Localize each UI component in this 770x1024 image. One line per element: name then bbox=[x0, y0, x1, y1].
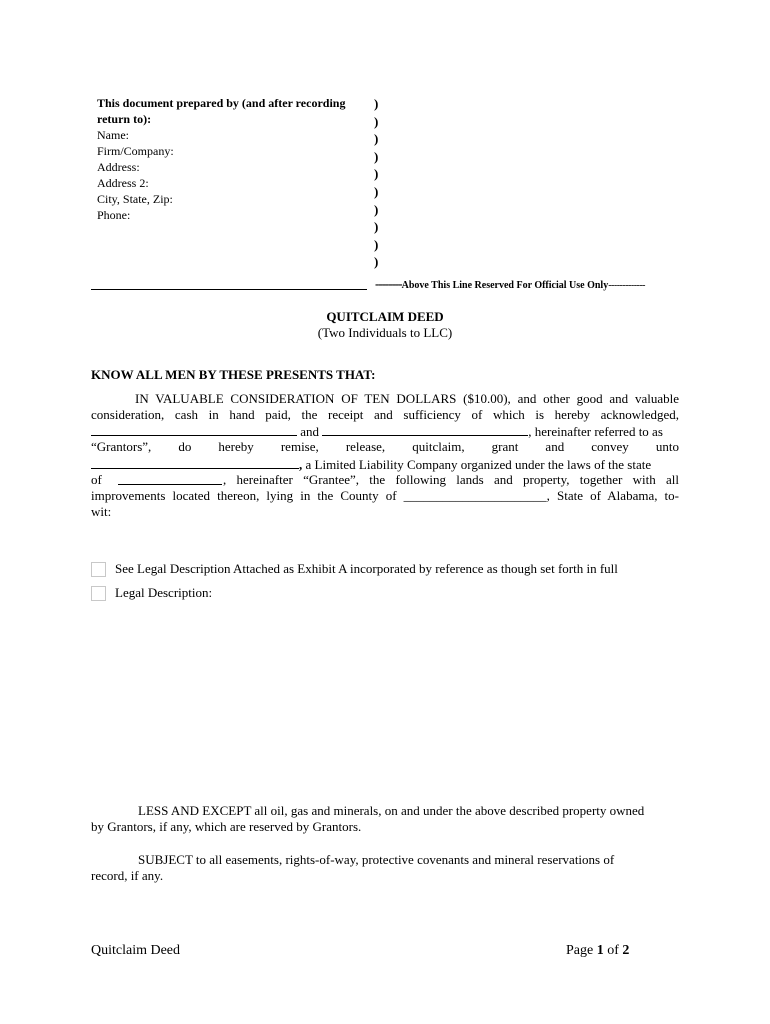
preparer-heading-line1: This document prepared by (and after recording bbox=[97, 96, 346, 110]
document-subtitle: (Two Individuals to LLC) bbox=[317, 325, 453, 340]
field-name-label: Name: bbox=[97, 128, 129, 142]
consideration-text-4: “Grantors”, do hereby remise, release, quitclaim, grant and convey unto bbox=[91, 439, 679, 454]
consideration-line-2 bbox=[91, 407, 679, 423]
grantee-llc-name-blank[interactable] bbox=[91, 456, 299, 469]
recording-divider-line bbox=[91, 289, 367, 290]
field-firm-label: Firm/Company: bbox=[97, 144, 174, 158]
bracket-mark: ) bbox=[374, 131, 379, 147]
bracket-column bbox=[374, 95, 378, 271]
to-wit-text: wit: bbox=[91, 504, 112, 519]
exhibit-a-label: See Legal Description Attached as Exhibit A incorporated by reference as though set forth in full bbox=[115, 561, 618, 576]
consideration-line-8 bbox=[91, 504, 679, 520]
official-use-text: Above This Line Reserved For Official Use Only bbox=[401, 280, 609, 291]
grantee-referral-text: , hereinafter “Grantee”, the following lands and property, together with all bbox=[223, 472, 679, 487]
footer-document-name: Quitclaim Deed bbox=[91, 943, 181, 958]
consideration-text-1: IN VALUABLE CONSIDERATION OF TEN DOLLARS ($10.00), and other good and valuable bbox=[135, 391, 679, 406]
exhibit-a-checkbox[interactable] bbox=[91, 562, 106, 577]
bracket-mark: ) bbox=[374, 113, 379, 129]
page-current: 1 bbox=[596, 943, 604, 958]
bracket-mark: ) bbox=[374, 201, 379, 217]
footer-page-number bbox=[566, 943, 629, 959]
legal-description-option[interactable] bbox=[91, 585, 212, 601]
field-address-label: Address: bbox=[97, 160, 140, 174]
bracket-mark: ) bbox=[374, 96, 379, 111]
county-line-text: improvements located thereon, lying in the County of ______________________, State of Alabama, to- bbox=[91, 488, 679, 503]
document-title: QUITCLAIM DEED bbox=[326, 309, 444, 324]
page-word: Page bbox=[566, 943, 594, 958]
bracket-mark: ) bbox=[374, 148, 379, 164]
less-except-line-1: LESS AND EXCEPT all oil, gas and minerals, on and under the above described property owned bbox=[138, 803, 645, 818]
official-use-dashes-right: ------------- bbox=[608, 280, 646, 291]
grantee-comma: , bbox=[299, 457, 303, 472]
bracket-mark: ) bbox=[374, 219, 379, 235]
bracket-mark: ) bbox=[374, 236, 379, 252]
subject-to-line-1: SUBJECT to all easements, rights-of-way, protective covenants and mineral reservations of bbox=[138, 852, 615, 867]
less-except-line-2: by Grantors, if any, which are reserved by Grantors. bbox=[91, 819, 362, 834]
exhibit-a-option[interactable] bbox=[91, 561, 618, 577]
grantor2-name-blank[interactable] bbox=[322, 423, 528, 436]
state-of-organization-blank[interactable] bbox=[118, 472, 222, 485]
official-use-notice bbox=[375, 276, 645, 292]
consideration-line-4 bbox=[91, 439, 679, 455]
consideration-line-6 bbox=[91, 472, 679, 488]
legal-description-checkbox[interactable] bbox=[91, 586, 106, 601]
of-word: of bbox=[91, 472, 102, 487]
consideration-text-2: consideration, cash in hand paid, the receipt and sufficiency of which is hereby acknowledged, bbox=[91, 407, 679, 422]
official-use-dashes-left: -------- bbox=[375, 276, 402, 291]
consideration-line-3 bbox=[91, 423, 679, 440]
bracket-mark: ) bbox=[374, 166, 379, 182]
referred-to-text: , hereinafter referred to as bbox=[528, 424, 663, 439]
field-address2-label: Address 2: bbox=[97, 176, 149, 190]
legal-description-label: Legal Description: bbox=[115, 585, 213, 600]
and-word: and bbox=[300, 424, 320, 439]
consideration-line-1 bbox=[91, 391, 679, 407]
grantor1-name-blank[interactable] bbox=[91, 423, 297, 436]
consideration-line-7 bbox=[91, 488, 679, 504]
bracket-mark: ) bbox=[374, 183, 379, 199]
subject-to-paragraph bbox=[91, 852, 679, 884]
bracket-mark: ) bbox=[374, 254, 379, 270]
know-all-men-heading: KNOW ALL MEN BY THESE PRESENTS THAT: bbox=[91, 367, 376, 382]
less-and-except-paragraph bbox=[91, 803, 679, 835]
of-word-footer: of bbox=[607, 943, 619, 958]
preparer-block bbox=[97, 95, 367, 223]
field-phone-label: Phone: bbox=[97, 208, 131, 222]
preparer-heading-line2: return to): bbox=[97, 112, 152, 126]
subject-to-line-2: record, if any. bbox=[91, 868, 164, 883]
consideration-line-5 bbox=[91, 456, 679, 473]
page-total: 2 bbox=[622, 943, 630, 958]
llc-organized-text: a Limited Liability Company organized under the laws of the state bbox=[302, 457, 652, 472]
field-city-state-zip-label: City, State, Zip: bbox=[97, 192, 173, 206]
